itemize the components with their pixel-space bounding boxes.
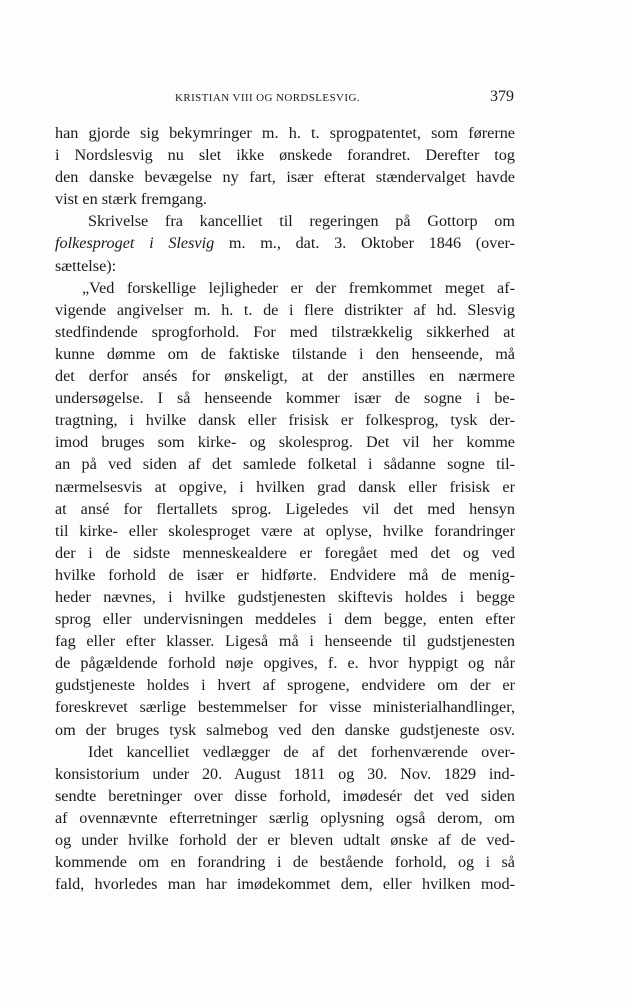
running-head: KRISTIAN VIII OG NORDSLESVIG. [175,92,360,104]
text-line: imod bruges som kirke- og skolesprog. Det vil her komme [55,433,515,452]
text-line: stedfindende sprogforhold. For med tilstrækkelig sikkerhed at [55,322,515,341]
text-fragment: m. m., dat. 3. Oktober 1846 (over- [214,234,515,253]
text-line: om der bruges tysk salmebog ved den danske gudstjeneste osv. [55,720,515,739]
text-line: „Ved forskellige lejligheder er der fremkommet meget af- [82,278,515,297]
text-line: sættelse): [55,256,117,275]
text-line: fald, hvorledes man har imødekommet dem, eller hvilken mod- [55,875,515,894]
text-line: nærmelsesvis at opgive, i hvilken grad dansk eller frisisk er [55,477,515,496]
text-line: at ansé for flertallets sprog. Ligeledes vil det med hensyn [55,499,515,518]
italic-title: folkesproget i Slesvig [55,234,215,253]
text-line: til kirke- eller skolesproget være at oplyse, hvilke forandringer [55,521,515,540]
text-line: Skrivelse fra kancelliet til regeringen på Gottorp om [88,212,515,231]
text-line: vist en stærk fremgang. [55,190,207,209]
text-line: han gjorde sig bekymringer m. h. t. sprogpatentet, som førerne [55,124,515,142]
text-line: sprog eller undervisningen meddeles i dem begge, enten efter [55,610,515,629]
text-line: der i de sidste menneskealdere er foregået med det og ved [55,543,515,562]
text-line: kommende om en forandring i de bestående forhold, og i så [55,853,515,872]
text-line [55,232,515,254]
text-line: af ovennævnte efterretninger særlig oplysning også derom, om [55,808,515,827]
text-line: undersøgelse. I så henseende kommer især de sogne i be- [55,389,515,408]
page-header [55,88,514,110]
text-line: konsistorium under 20. August 1811 og 30. Nov. 1829 ind- [55,764,515,783]
text-line: heder nævnes, i hvilke gudstjenesten skiftevis holdes i begge [55,587,515,606]
text-line: hvilke forhold de især er hidførte. Endvidere må de menig- [55,565,515,584]
text-line: Idet kancelliet vedlægger de af det forhenværende over- [88,742,515,761]
text-line: an på ved siden af det samlede folketal i sådanne sogne til- [55,455,515,474]
text-line: sendte beretninger over disse forhold, imødesér det ved siden [55,786,515,805]
text-line: det derfor ansés for ønskeligt, at der anstilles en nærmere [55,367,515,386]
text-line: den danske bevægelse ny fart, især efterat stændervalget havde [55,168,515,187]
text-line: vigende angivelser m. h. t. de i flere distrikter af hd. Slesvig [55,300,515,319]
text-line: kunne dømme om de faktiske tilstande i den henseende, må [55,344,515,363]
text-line: og under hvilke forhold der er bleven udtalt ønske af de ved- [55,831,515,849]
text-line: i Nordslesvig nu slet ikke ønskede forandret. Derefter tog [55,146,515,165]
page-number: 379 [490,88,514,105]
text-line: fag eller efter klasser. Ligeså må i henseende til gudstjenesten [55,632,515,651]
text-line: gudstjeneste holdes i hvert af sprogene, endvidere om der er [55,676,515,695]
text-line: tragtning, i hvilke dansk eller frisisk er folkesprog, tysk der- [55,411,515,430]
body-text [55,122,515,895]
text-line: foreskrevet særlige bestemmelser for visse ministerialhandlinger, [55,698,515,717]
text-line: de pågældende forhold nøje opgives, f. e. hvor hyppigt og når [55,654,515,673]
